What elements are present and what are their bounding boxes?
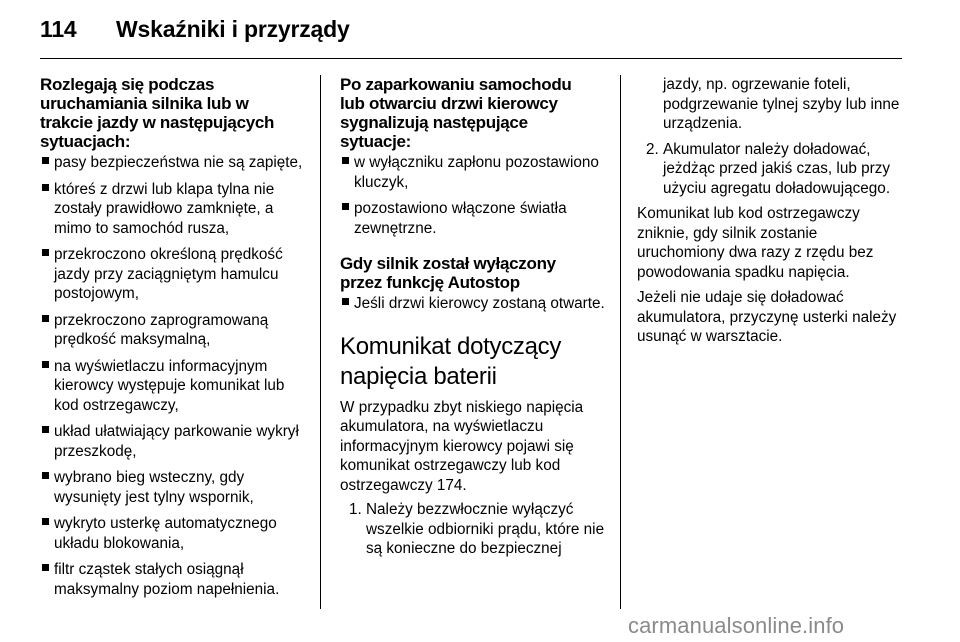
col1-heading-line: Rozlegają się podczas	[40, 75, 215, 94]
col2-bullet-list-1	[340, 153, 612, 238]
battery-steps-part1	[340, 500, 612, 559]
list-item-text: pozostawiono włączone światła zewnętrzne.	[354, 200, 567, 237]
list-item	[340, 153, 612, 192]
step-item	[637, 140, 905, 199]
col1-bullet-list	[40, 153, 310, 599]
list-item	[340, 199, 612, 238]
list-item-text: pasy bezpieczeństwa nie są zapięte,	[54, 154, 303, 171]
list-item-text: któreś z drzwi lub klapa tylna nie zostały prawidłowo zamknięte, a mimo to samochód rusza,	[54, 180, 275, 237]
bullet-icon	[342, 203, 349, 210]
step-number: 1.	[349, 501, 362, 518]
column-3	[637, 75, 905, 353]
battery-steps-part2	[637, 75, 905, 198]
page-title: Wskaźniki i przyrządy	[116, 16, 350, 42]
col1-heading	[40, 75, 310, 151]
bullet-icon	[42, 518, 49, 525]
col1-heading-line: sytuacjach:	[40, 132, 131, 151]
list-item-text: przekroczono zaprogramowaną prędkość maksymalną,	[54, 311, 269, 348]
paragraph-warning-clears: Komunikat lub kod ostrzegawczy zniknie, gdy silnik zostanie uruchomiony dwa razy z rzędu bez powodowania spadku napięcia.	[637, 205, 874, 281]
column-1	[40, 75, 310, 606]
list-item	[40, 311, 310, 350]
column-divider-1	[320, 75, 321, 609]
list-item	[40, 560, 310, 599]
page-header	[40, 16, 350, 43]
list-item-text: w wyłączniku zapłonu pozostawiono kluczyk,	[354, 154, 599, 191]
list-item-text: wybrano bieg wsteczny, gdy wysunięty jest tylny wspornik,	[54, 469, 254, 506]
page-number: 114	[40, 16, 77, 42]
list-item	[40, 357, 310, 416]
column-divider-2	[620, 75, 621, 609]
section-title-line: napięcia baterii	[340, 362, 497, 390]
watermark: carmanualsonline.info	[628, 613, 845, 638]
list-item	[40, 153, 310, 173]
step-text: Należy bezzwłocznie wyłączyć wszelkie odbiorniki prądu, które nie są konieczne do bezpiecznej	[366, 501, 605, 557]
bullet-icon	[42, 249, 49, 256]
list-item	[40, 514, 310, 553]
col2-heading-line: sytuacje:	[340, 132, 412, 151]
col2-heading-line: Po zaparkowaniu samochodu	[340, 75, 572, 94]
list-item	[40, 245, 310, 304]
column-2	[340, 75, 612, 565]
bullet-icon	[42, 564, 49, 571]
list-item	[40, 180, 310, 239]
col2-bullet-list-2	[340, 294, 612, 314]
bullet-icon	[42, 157, 49, 164]
section-title-line: Komunikat dotyczący	[340, 332, 562, 360]
col2-heading-line: przez funkcję Autostop	[340, 273, 520, 292]
list-item	[40, 468, 310, 507]
section-title-battery	[340, 332, 612, 392]
bullet-icon	[42, 472, 49, 479]
step-text: jazdy, np. ogrzewanie foteli, podgrzewanie tylnej szyby lub inne urządzenia.	[663, 76, 900, 132]
list-item-text: Jeśli drzwi kierowcy zostaną otwarte.	[354, 295, 605, 312]
col2-heading-line: lub otwarciu drzwi kierowcy	[340, 94, 558, 113]
col2-heading-parked	[340, 75, 612, 151]
step-continuation	[637, 75, 905, 134]
list-item-text: przekroczono określoną prędkość jazdy przy zaciągniętym hamulcu postojowym,	[54, 246, 283, 302]
bullet-icon	[42, 184, 49, 191]
list-item	[340, 294, 612, 314]
battery-intro: W przypadku zbyt niskiego napięcia akumulatora, na wyświetlaczu informacyjnym kierowcy pojawi się komunikat ostrzegawczy lub kod ostrzegawczy 174.	[340, 398, 584, 494]
bullet-icon	[42, 315, 49, 322]
bullet-icon	[42, 361, 49, 368]
bullet-icon	[342, 298, 349, 305]
col2-heading-autostop	[340, 254, 612, 292]
step-text: Akumulator należy doładować, jeżdżąc przed jakiś czas, lub przy użyciu agregatu doładowującego.	[663, 140, 891, 197]
bullet-icon	[42, 426, 49, 433]
col2-heading-line: Gdy silnik został wyłączony	[340, 254, 556, 273]
step-item	[340, 500, 612, 559]
list-item-text: na wyświetlaczu informacyjnym kierowcy występuje komunikat lub kod ostrzegawczy,	[54, 357, 285, 414]
list-item-text: filtr cząstek stałych osiągnął maksymalny poziom napełnienia.	[54, 561, 280, 598]
list-item-text: wykryto usterkę automatycznego układu blokowania,	[54, 515, 277, 552]
bullet-icon	[342, 157, 349, 164]
paragraph-workshop: Jeżeli nie udaje się doładować akumulatora, przyczynę usterki należy usunąć w warsztacie.	[637, 289, 897, 345]
col2-heading-line: sygnalizują następujące	[340, 113, 528, 132]
col1-heading-line: trakcie jazdy w następujących	[40, 113, 275, 132]
header-rule	[40, 58, 902, 59]
step-number: 2.	[646, 140, 659, 158]
list-item	[40, 422, 310, 461]
list-item-text: układ ułatwiający parkowanie wykrył przeszkodę,	[54, 423, 299, 460]
col1-heading-line: uruchamiania silnika lub w	[40, 94, 249, 113]
